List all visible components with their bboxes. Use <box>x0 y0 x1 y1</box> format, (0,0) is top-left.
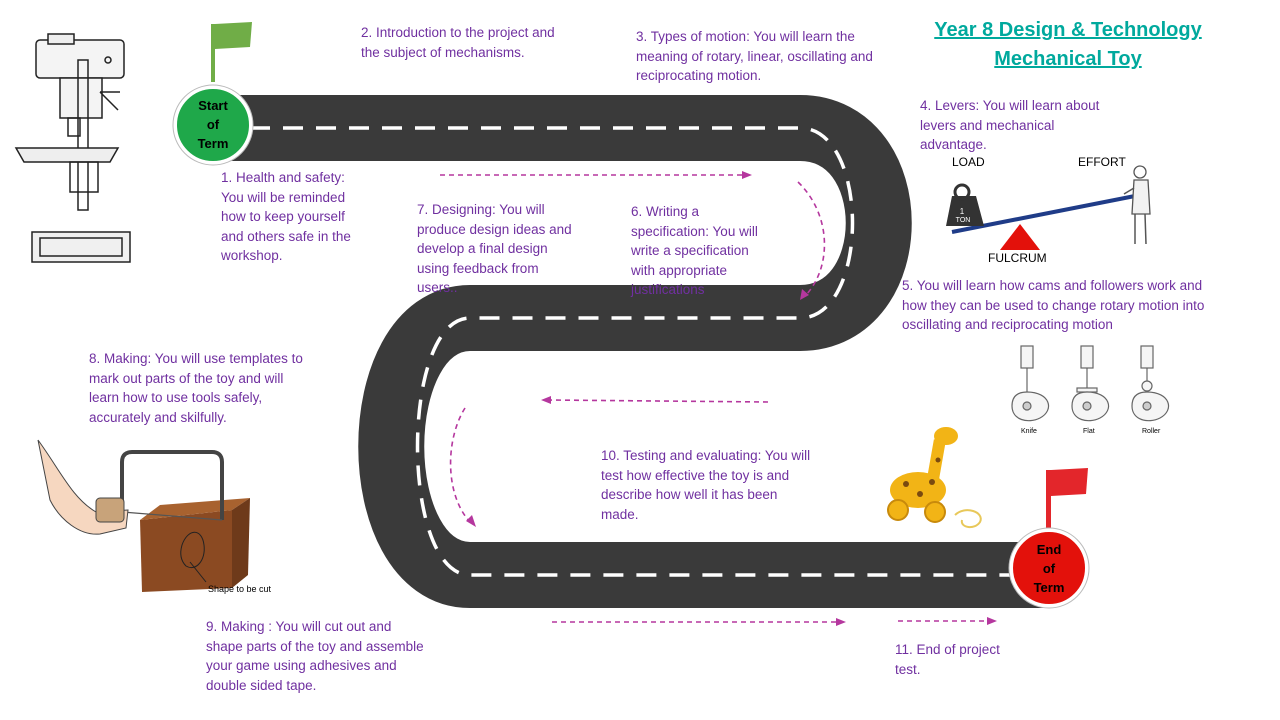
svg-text:1: 1 <box>959 207 965 216</box>
step-3-text: 3. Types of motion: You will learn the meaning of rotary, linear, oscillating and reciprocating motion. <box>636 29 873 83</box>
page-title <box>920 16 1216 74</box>
saw-caption: Shape to be cut <box>208 584 272 594</box>
end-label-line: of <box>1042 561 1056 576</box>
arrowhead <box>742 171 752 179</box>
arrow-right-curve <box>798 182 824 296</box>
arrow-mid <box>548 400 768 402</box>
cam-label-roller: Roller <box>1142 428 1161 435</box>
start-flag-icon <box>211 22 252 82</box>
arrowhead <box>987 617 997 625</box>
cam-label-knife: Knife <box>1021 428 1037 435</box>
step-1-text: 1. Health and safety: You will be reminded how to keep yourself and others safe in the workshop. <box>221 170 351 263</box>
step-10-text: 10. Testing and evaluating: You will test how effective the toy is and describe how well it has been made. <box>601 448 811 522</box>
step-6-text: 6. Writing a specification: You will write a specification with appropriate justifications <box>631 204 758 297</box>
end-label <box>1019 540 1079 597</box>
arrowhead <box>466 515 476 527</box>
start-label-line: Start <box>198 98 228 113</box>
step-4-text: 4. Levers: You will learn about levers and mechanical advantage. <box>920 98 1100 152</box>
title-line-2: Mechanical Toy <box>994 48 1142 70</box>
step-9-text: 9. Making : You will cut out and shape parts of the toy and assemble your game using adhesives and double sided tape. <box>206 619 424 693</box>
lever-load-label: LOAD <box>952 155 985 169</box>
cams-icon <box>1012 346 1169 421</box>
title-line-1: Year 8 Design & Technology <box>934 19 1202 41</box>
coping-saw-icon <box>38 440 250 592</box>
step-11-text: 11. End of project test. <box>895 642 1000 677</box>
start-label <box>183 96 243 153</box>
svg-text:TON: TON <box>955 217 971 224</box>
start-label-line: Term <box>197 136 229 151</box>
cam-label-flat: Flat <box>1083 428 1095 435</box>
giraffe-toy-icon <box>888 427 981 527</box>
end-label-line: End <box>1036 542 1062 557</box>
cam-knife <box>1012 346 1049 421</box>
step-7-text: 7. Designing: You will produce design ideas and develop a final design using feedback from users.. <box>417 202 572 295</box>
arrowhead <box>836 618 846 626</box>
end-label-line: Term <box>1033 580 1065 595</box>
start-label-line: of <box>206 117 220 132</box>
arrow-left-curve <box>451 408 470 522</box>
lever-fulcrum-label: FULCRUM <box>988 251 1047 265</box>
end-flag-icon <box>1046 468 1088 532</box>
cam-roller <box>1132 346 1169 421</box>
arrowhead <box>541 396 551 404</box>
lever-effort-label: EFFORT <box>1078 155 1126 169</box>
step-2-text: 2. Introduction to the project and the subject of mechanisms. <box>361 25 555 60</box>
step-5-text: 5. You will learn how cams and followers work and how they can be used to change rotary motion into oscillating and reciprocating motion <box>902 278 1205 332</box>
lever-icon <box>946 166 1150 250</box>
step-8-text: 8. Making: You will use templates to mark out parts of the toy and will learn how to use tools safely, accurately and skilfully. <box>89 351 303 425</box>
drill-press-icon <box>16 34 130 262</box>
cam-flat <box>1072 346 1109 421</box>
